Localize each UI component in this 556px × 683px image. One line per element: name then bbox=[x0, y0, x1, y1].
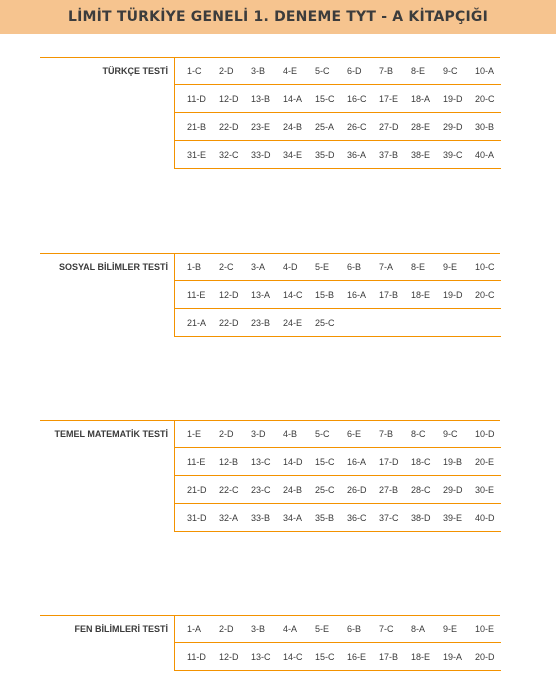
answer-cell: 12-B bbox=[219, 456, 239, 467]
answer-cell: 1-C bbox=[187, 65, 202, 76]
section-label: TEMEL MATEMATİK TESTİ bbox=[54, 429, 168, 439]
answer-cell: 11-E bbox=[187, 289, 206, 300]
answer-row bbox=[175, 448, 501, 476]
answer-cell: 16-A bbox=[347, 289, 367, 300]
answer-cell: 19-D bbox=[443, 289, 463, 300]
header-banner bbox=[0, 0, 556, 34]
section-label: FEN BİLİMLERİ TESTİ bbox=[74, 624, 168, 634]
answer-cell: 11-E bbox=[187, 456, 206, 467]
answer-row bbox=[175, 420, 501, 448]
answer-cell: 21-D bbox=[187, 484, 207, 495]
answer-cell: 34-E bbox=[283, 149, 303, 160]
section-label: SOSYAL BİLİMLER TESTİ bbox=[58, 262, 168, 272]
answer-cell: 24-E bbox=[283, 317, 303, 328]
answer-cell: 3-B bbox=[251, 65, 266, 76]
answer-grid bbox=[174, 253, 501, 337]
answer-cell: 8-E bbox=[411, 261, 426, 272]
answer-cell: 9-E bbox=[443, 261, 458, 272]
answer-cell: 37-B bbox=[379, 149, 399, 160]
answer-cell: 7-C bbox=[379, 623, 394, 634]
answer-cell: 15-C bbox=[315, 456, 335, 467]
answer-cell: 13-B bbox=[251, 93, 271, 104]
answer-cell: 12-D bbox=[219, 289, 239, 300]
answer-cell: 5-C bbox=[315, 65, 330, 76]
answer-cell: 6-E bbox=[347, 428, 362, 439]
answer-cell: 40-A bbox=[475, 149, 495, 160]
answer-cell: 18-C bbox=[411, 456, 431, 467]
answer-cell: 14-D bbox=[283, 456, 303, 467]
answer-cell: 6-B bbox=[347, 623, 362, 634]
answer-cell: 38-E bbox=[411, 149, 431, 160]
answer-cell: 7-A bbox=[379, 261, 394, 272]
answer-cell: 10-E bbox=[475, 623, 495, 634]
answer-row bbox=[175, 309, 501, 337]
answer-cell: 25-A bbox=[315, 121, 335, 132]
answer-cell: 30-E bbox=[475, 484, 495, 495]
answer-cell: 4-D bbox=[283, 261, 298, 272]
answer-cell: 7-B bbox=[379, 65, 394, 76]
answer-cell: 6-B bbox=[347, 261, 362, 272]
answer-cell: 9-E bbox=[443, 623, 458, 634]
answer-cell: 15-C bbox=[315, 93, 335, 104]
answer-cell: 26-C bbox=[347, 121, 367, 132]
answer-cell: 8-A bbox=[411, 623, 426, 634]
answer-cell: 13-A bbox=[251, 289, 271, 300]
answer-cell: 8-E bbox=[411, 65, 426, 76]
answer-cell: 19-A bbox=[443, 651, 463, 662]
answer-cell: 18-A bbox=[411, 93, 431, 104]
answer-cell: 5-E bbox=[315, 261, 330, 272]
answer-cell: 19-D bbox=[443, 93, 463, 104]
answer-cell: 13-C bbox=[251, 456, 271, 467]
answer-cell: 16-E bbox=[347, 651, 367, 662]
answer-cell: 1-A bbox=[187, 623, 202, 634]
answer-cell: 10-A bbox=[475, 65, 495, 76]
answer-cell: 24-B bbox=[283, 484, 303, 495]
answer-cell: 14-A bbox=[283, 93, 303, 104]
answer-cell: 11-D bbox=[187, 93, 206, 104]
answer-cell: 39-C bbox=[443, 149, 463, 160]
document-title: LİMİT TÜRKİYE GENELİ 1. DENEME TYT - A KİTAPÇIĞI bbox=[67, 9, 489, 25]
answer-cell: 12-D bbox=[219, 651, 239, 662]
answer-cell: 38-D bbox=[411, 512, 431, 523]
answer-cell: 35-D bbox=[315, 149, 335, 160]
answer-cell: 32-C bbox=[219, 149, 239, 160]
answer-cell: 24-B bbox=[283, 121, 303, 132]
answer-cell: 8-C bbox=[411, 428, 426, 439]
answer-row bbox=[175, 476, 501, 504]
answer-cell: 3-A bbox=[251, 261, 266, 272]
answer-cell: 12-D bbox=[219, 93, 239, 104]
answer-cell: 2-D bbox=[219, 623, 234, 634]
answer-cell: 14-C bbox=[283, 651, 303, 662]
answer-cell: 34-A bbox=[283, 512, 303, 523]
answer-cell: 5-C bbox=[315, 428, 330, 439]
answer-row bbox=[175, 615, 501, 643]
answer-cell: 7-B bbox=[379, 428, 394, 439]
answer-cell: 17-D bbox=[379, 456, 399, 467]
answer-cell: 25-C bbox=[315, 317, 335, 328]
answer-cell: 21-A bbox=[187, 317, 207, 328]
answer-cell: 20-E bbox=[475, 456, 495, 467]
answer-cell: 30-B bbox=[475, 121, 495, 132]
answer-cell: 27-B bbox=[379, 484, 399, 495]
answer-grid bbox=[174, 615, 501, 671]
answer-cell: 15-B bbox=[315, 289, 335, 300]
answer-row bbox=[175, 57, 501, 85]
answer-cell: 33-B bbox=[251, 512, 271, 523]
answer-cell: 20-C bbox=[475, 93, 495, 104]
answer-cell: 17-E bbox=[379, 93, 399, 104]
answer-cell: 18-E bbox=[411, 651, 431, 662]
answer-cell: 1-E bbox=[187, 428, 202, 439]
answer-cell: 13-C bbox=[251, 651, 271, 662]
answer-cell: 10-D bbox=[475, 428, 495, 439]
answer-cell: 16-A bbox=[347, 456, 367, 467]
answer-cell: 21-B bbox=[187, 121, 207, 132]
answer-row bbox=[175, 253, 501, 281]
answer-cell: 28-E bbox=[411, 121, 431, 132]
answer-cell: 22-D bbox=[219, 121, 239, 132]
answer-row bbox=[175, 113, 501, 141]
answer-cell: 16-C bbox=[347, 93, 367, 104]
answer-cell: 36-A bbox=[347, 149, 367, 160]
answer-cell: 32-A bbox=[219, 512, 239, 523]
answer-grid bbox=[174, 57, 501, 169]
answer-cell: 9-C bbox=[443, 428, 458, 439]
answer-cell: 3-D bbox=[251, 428, 266, 439]
answer-cell: 4-E bbox=[283, 65, 298, 76]
answer-cell: 2-D bbox=[219, 428, 234, 439]
answer-grid bbox=[174, 420, 501, 532]
answer-row bbox=[175, 643, 501, 671]
answer-cell: 29-D bbox=[443, 121, 463, 132]
answer-cell: 39-E bbox=[443, 512, 463, 523]
answer-cell: 17-B bbox=[379, 289, 399, 300]
answer-cell: 10-C bbox=[475, 261, 495, 272]
answer-cell: 19-B bbox=[443, 456, 463, 467]
answer-row bbox=[175, 85, 501, 113]
answer-cell: 18-E bbox=[411, 289, 431, 300]
answer-cell: 14-C bbox=[283, 289, 303, 300]
answer-cell: 31-D bbox=[187, 512, 207, 523]
answer-cell: 36-C bbox=[347, 512, 367, 523]
answer-cell: 1-B bbox=[187, 261, 202, 272]
answer-cell: 33-D bbox=[251, 149, 271, 160]
answer-cell: 23-C bbox=[251, 484, 271, 495]
answer-cell: 11-D bbox=[187, 651, 206, 662]
answer-cell: 22-C bbox=[219, 484, 239, 495]
answer-cell: 40-D bbox=[475, 512, 495, 523]
answer-cell: 2-C bbox=[219, 261, 234, 272]
answer-cell: 5-E bbox=[315, 623, 330, 634]
answer-cell: 23-B bbox=[251, 317, 271, 328]
answer-cell: 17-B bbox=[379, 651, 399, 662]
answer-cell: 37-C bbox=[379, 512, 399, 523]
answer-cell: 35-B bbox=[315, 512, 335, 523]
answer-cell: 27-D bbox=[379, 121, 399, 132]
answer-cell: 20-C bbox=[475, 289, 495, 300]
section-label: TÜRKÇE TESTİ bbox=[102, 66, 168, 76]
answer-row bbox=[175, 281, 501, 309]
answer-cell: 4-A bbox=[283, 623, 298, 634]
answer-cell: 4-B bbox=[283, 428, 298, 439]
answer-row bbox=[175, 141, 501, 169]
answer-row bbox=[175, 504, 501, 532]
answer-cell: 3-B bbox=[251, 623, 266, 634]
answer-cell: 26-D bbox=[347, 484, 367, 495]
answer-cell: 2-D bbox=[219, 65, 234, 76]
answer-cell: 23-E bbox=[251, 121, 271, 132]
answer-cell: 29-D bbox=[443, 484, 463, 495]
answer-cell: 25-C bbox=[315, 484, 335, 495]
answer-cell: 9-C bbox=[443, 65, 458, 76]
answer-cell: 31-E bbox=[187, 149, 207, 160]
answer-cell: 22-D bbox=[219, 317, 239, 328]
answer-cell: 15-C bbox=[315, 651, 335, 662]
answer-cell: 28-C bbox=[411, 484, 431, 495]
answer-cell: 6-D bbox=[347, 65, 362, 76]
answer-cell: 20-D bbox=[475, 651, 495, 662]
